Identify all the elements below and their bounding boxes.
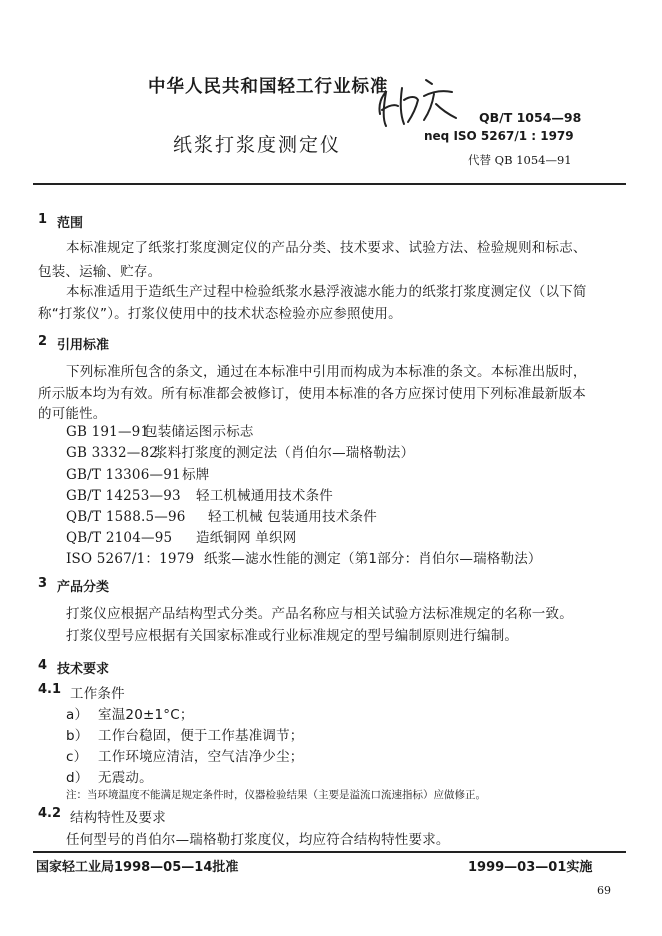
list-item [66,766,153,786]
section-3-heading: 产品分类 [57,580,110,595]
effective-date: 1999—03—01实施 [468,860,593,875]
list-text: 室温20±1°C； [98,707,194,723]
note: 注：当环境温度不能满足规定条件时，仪器检验结果（主要是溢流口流速指标）应做修正。 [66,789,486,801]
reference-item [66,420,254,440]
reference-item [66,547,542,567]
reference-name: 纸浆—滤水性能的测定（第1部分：肖伯尔—瑞格勒法） [204,551,542,567]
subsection-4-1-heading: 工作条件 [70,686,125,702]
footer-divider [33,851,626,853]
reference-name: 轻工机械通用技术条件 [196,488,333,504]
list-item [66,745,304,765]
section-4-heading: 技术要求 [57,662,110,677]
subsection-4-2-text: 任何型号的肖伯尔—瑞格勒打浆度仪，均应符合结构特性要求。 [66,832,450,848]
list-text: 无震动。 [98,770,153,786]
list-marker: d） [66,770,89,786]
reference-name: 浆料打浆度的测定法（肖伯尔—瑞格勒法） [154,445,415,461]
reference-item [66,463,209,483]
reference-name: 包装储运图示标志 [144,424,254,440]
approval-line: 国家轻工业局1998—05—14批准 [36,860,239,875]
section-1-number: 1 [38,212,48,227]
section-3-paragraph-1: 打浆仪应根据产品结构型式分类。产品名称应与相关试验方法标准规定的名称一致。 [66,606,573,622]
list-marker: b） [66,728,89,744]
reference-code: QB/T 1588.5—96 [66,509,186,525]
reference-item [66,484,333,504]
subsection-4-2-number: 4.2 [38,806,62,821]
list-text: 工作台稳固，便于工作基准调节； [98,728,304,744]
list-item [66,724,304,744]
section-1-paragraph-1-cont: 包装、运输、贮存。 [38,264,162,280]
list-marker: c） [66,749,88,765]
reference-code: ISO 5267/1：1979 [66,551,195,567]
list-text: 工作环境应清洁，空气洁净少尘； [98,749,304,765]
section-1-heading: 范围 [57,216,84,231]
section-2-heading: 引用标准 [57,338,110,353]
list-item [66,703,194,723]
reference-code: GB 191—91 [66,424,150,440]
reference-code: QB/T 2104—95 [66,530,173,546]
page-number: 69 [597,884,611,897]
section-2-number: 2 [38,334,48,349]
reference-code: GB 3332—82 [66,445,159,461]
header-divider [33,183,626,185]
reference-item [66,441,414,461]
subsection-4-2-heading: 结构特性及要求 [70,810,166,826]
document-title: 纸浆打浆度测定仪 [173,134,342,156]
reference-name: 造纸铜网 单织网 [196,530,297,546]
issuing-authority-title: 中华人民共和国轻工行业标准 [148,77,389,97]
subsection-4-1-number: 4.1 [38,682,62,697]
reference-code: GB/T 14253—93 [66,488,181,504]
section-2-paragraph-cont-2: 的可能性。 [38,406,107,422]
section-1-paragraph-2-cont: 称“打浆仪”）。打浆仪使用中的技术状态检验亦应参照使用。 [38,306,402,322]
reference-name: 轻工机械 包装通用技术条件 [208,509,377,525]
replaces-standard: 代替 QB 1054—91 [468,153,572,167]
reference-code: GB/T 13306—91 [66,467,181,483]
section-1-paragraph-1: 本标准规定了纸浆打浆度测定仪的产品分类、技术要求、试验方法、检验规则和标志、 [66,240,587,256]
reference-item [66,505,377,525]
list-marker: a） [66,707,89,723]
reference-item [66,526,296,546]
section-3-paragraph-2: 打浆仪型号应根据有关国家标准或行业标准规定的型号编制原则进行编制。 [66,628,519,644]
section-2-paragraph: 下列标准所包含的条文，通过在本标准中引用而构成为本标准的条文。本标准出版时， [66,364,587,380]
reference-name: 标牌 [182,467,210,483]
section-2-paragraph-cont-1: 所示版本均为有效。所有标准都会被修订，使用本标准的各方应探讨使用下列标准最新版本 [38,386,586,402]
standard-number: QB/T 1054—98 [479,110,582,125]
equivalent-standard: neq ISO 5267/1 : 1979 [424,129,574,143]
section-4-number: 4 [38,658,48,673]
section-1-paragraph-2: 本标准适用于造纸生产过程中检验纸浆水悬浮液滤水能力的纸浆打浆度测定仪（以下简 [66,284,587,300]
section-3-number: 3 [38,576,48,591]
